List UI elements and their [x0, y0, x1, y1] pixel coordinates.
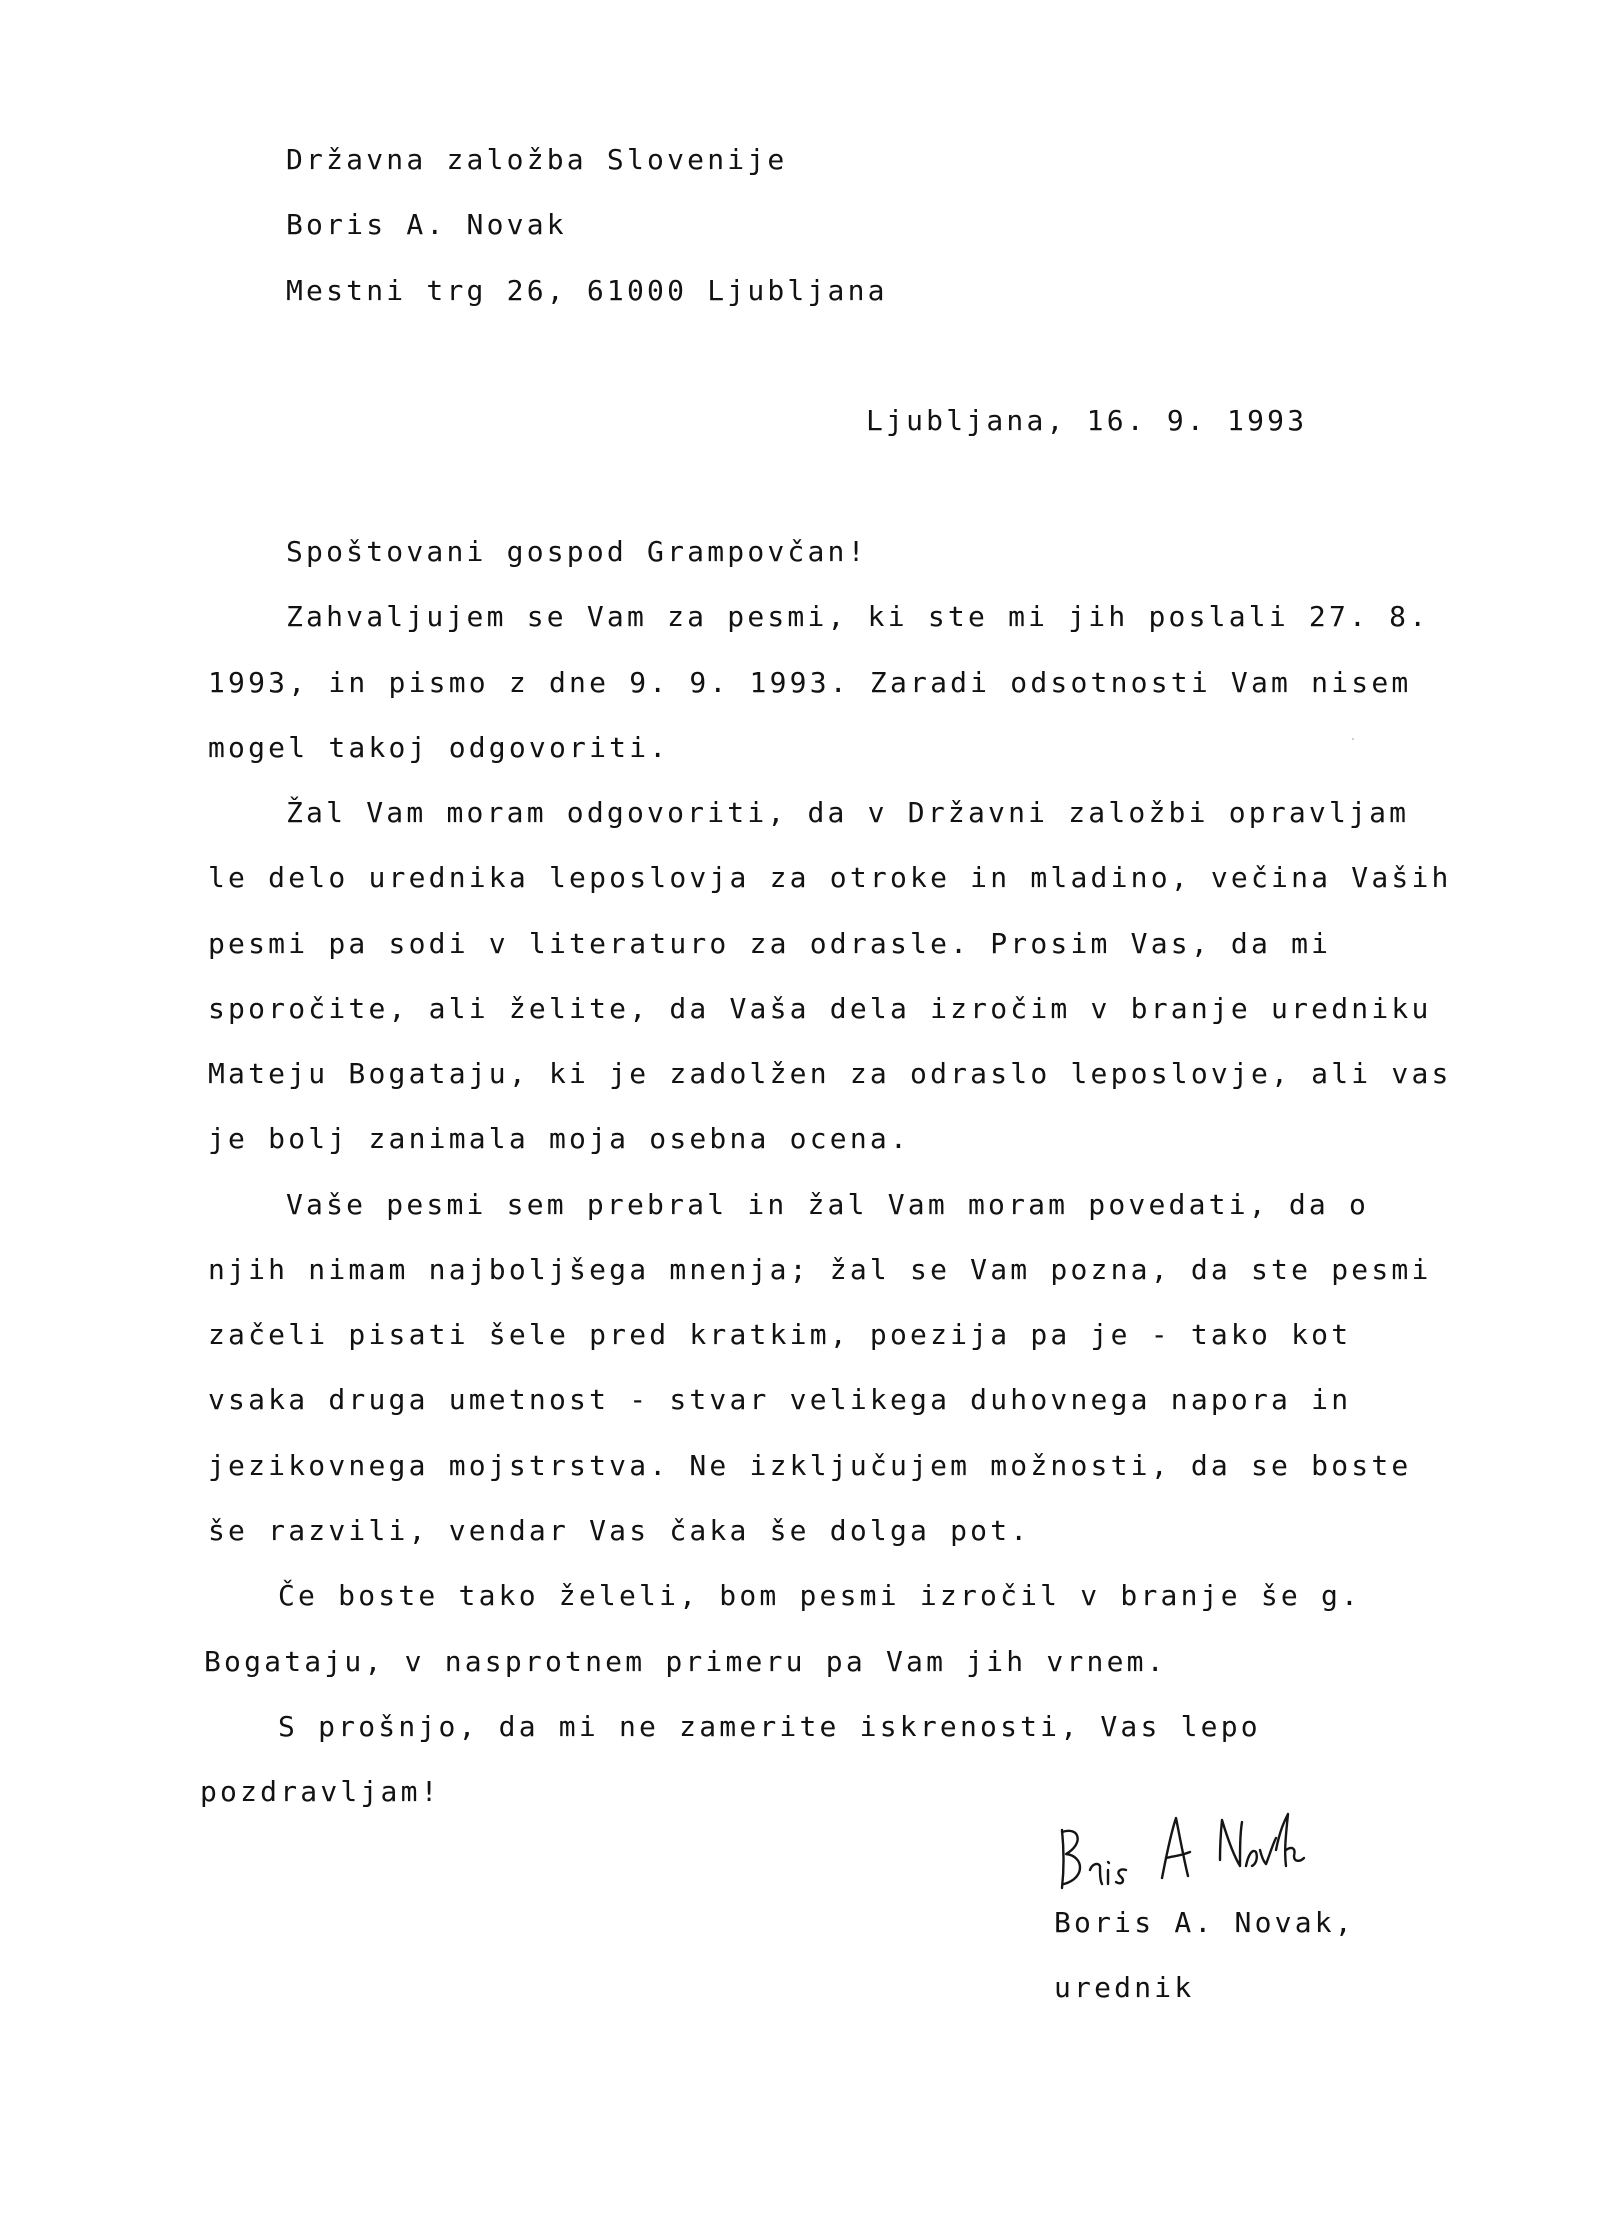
handwritten-signature: [1050, 1800, 1310, 1910]
paper-speck: [1352, 738, 1354, 740]
body-line: pesmi pa sodi v literaturo za odrasle. Prosim Vas, da mi: [208, 927, 1332, 960]
body-line: Bogataju, v nasprotnem primeru pa Vam jih vrnem.: [204, 1645, 1167, 1678]
body-line: Zahvaljujem se Vam za pesmi, ki ste mi jih poslali 27. 8.: [286, 600, 1430, 633]
body-line: jezikovnega mojstrstva. Ne izključujem možnosti, da se boste: [208, 1449, 1412, 1482]
salutation: Spoštovani gospod Grampovčan!: [286, 535, 868, 568]
sender-name: Boris A. Novak: [286, 208, 567, 241]
body-line: sporočite, ali želite, da Vaša dela izročim v branje uredniku: [208, 992, 1432, 1025]
body-line: pozdravljam!: [200, 1775, 441, 1808]
signatory-title: urednik: [1054, 1971, 1195, 2004]
body-line: Mateju Bogataju, ki je zadolžen za odraslo leposlovje, ali vas: [208, 1057, 1452, 1090]
body-line: še razvili, vendar Vas čaka še dolga pot.: [208, 1514, 1031, 1547]
body-line: začeli pisati šele pred kratkim, poezija pa je - tako kot: [208, 1318, 1352, 1351]
body-line: Če boste tako želeli, bom pesmi izročil v branje še g.: [278, 1579, 1362, 1612]
body-line: je bolj zanimala moja osebna ocena.: [208, 1122, 911, 1155]
body-line: mogel takoj odgovoriti.: [208, 731, 670, 764]
date-line: Ljubljana, 16. 9. 1993: [866, 404, 1308, 437]
body-line: Vaše pesmi sem prebral in žal Vam moram povedati, da o: [286, 1188, 1370, 1221]
body-line: Žal Vam moram odgovoriti, da v Državni založbi opravljam: [286, 796, 1410, 829]
body-line: S prošnjo, da mi ne zamerite iskrenosti, Vas lepo: [278, 1710, 1261, 1743]
body-line: njih nimam najboljšega mnenja; žal se Vam pozna, da ste pesmi: [208, 1253, 1432, 1286]
body-line: vsaka druga umetnost - stvar velikega duhovnega napora in: [208, 1383, 1352, 1416]
body-line: le delo urednika leposlovja za otroke in mladino, večina Vaših: [208, 861, 1452, 894]
sender-organization: Državna založba Slovenije: [286, 143, 788, 176]
sender-address: Mestni trg 26, 61000 Ljubljana: [286, 274, 888, 307]
body-line: 1993, in pismo z dne 9. 9. 1993. Zaradi odsotnosti Vam nisem: [208, 666, 1412, 699]
signatory-name: Boris A. Novak,: [1054, 1906, 1355, 1939]
